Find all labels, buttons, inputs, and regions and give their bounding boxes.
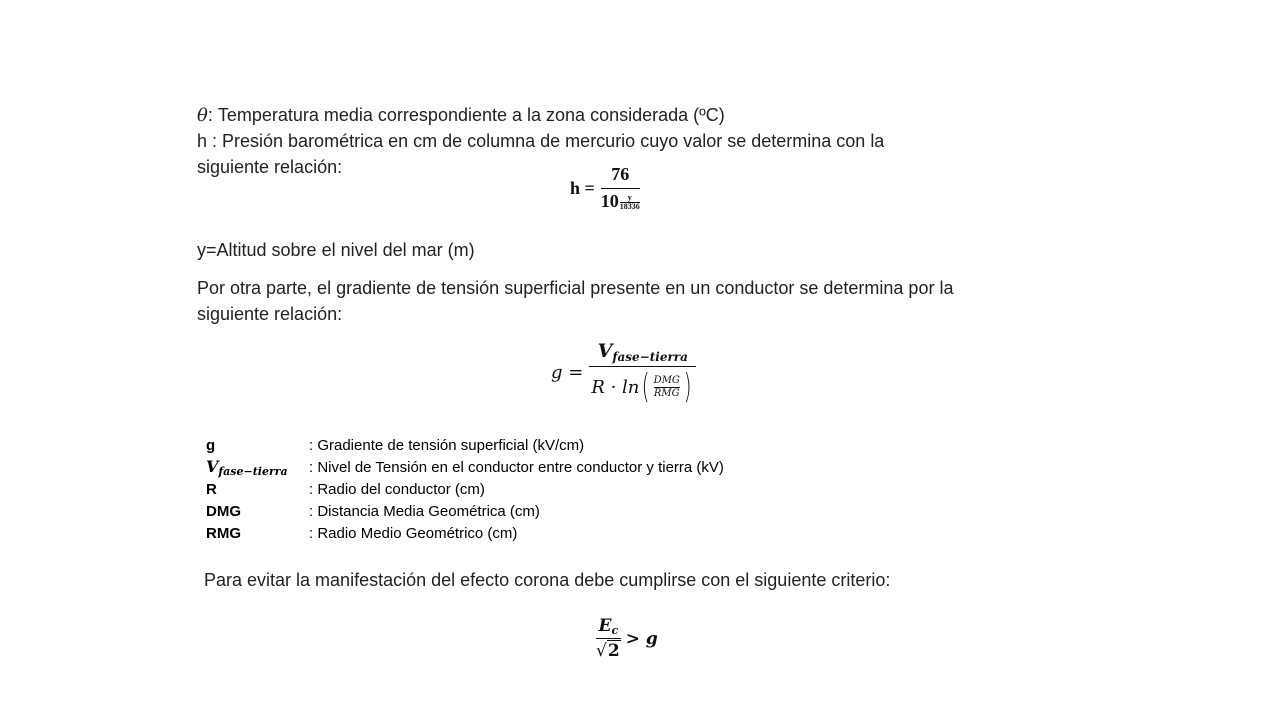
sqrt-icon: √ [596, 641, 607, 661]
criterion-formula-numerator [597, 616, 621, 638]
g-formula-paren-open: ( [642, 367, 651, 407]
gradient-intro [197, 275, 1022, 301]
criterion-intro [204, 567, 890, 593]
h-formula-numerator: 76 [611, 164, 630, 184]
criterion-formula-denominator [596, 639, 621, 661]
definition-symbol-var-sub: fase−tierra [218, 464, 288, 478]
definition-symbol: R [206, 480, 217, 498]
criterion-formula [596, 616, 658, 661]
h-formula-exp-denominator: 18336 [619, 202, 640, 211]
h-definition-line2: siguiente relación: [197, 157, 343, 177]
h-formula-exp-numerator: y [627, 193, 632, 202]
g-formula-num-var: V [597, 340, 613, 362]
criterion-intro-text: Para evitar la manifestación del efecto corona debe cumplirse con el siguiente criterio: [204, 570, 891, 590]
g-formula-inner-fraction [654, 375, 680, 400]
definition-symbol: g [206, 436, 216, 454]
g-formula-inner-num: DMG [653, 374, 680, 386]
definition-symbol [206, 456, 309, 478]
criterion-formula-sqrt [596, 640, 621, 661]
theta-definition [197, 102, 725, 129]
h-formula-exponent [620, 194, 640, 211]
h-formula [570, 164, 640, 212]
definition-row [206, 522, 724, 544]
h-formula-lhs: h = [570, 177, 595, 198]
criterion-formula-num-sub: c [611, 624, 619, 637]
theta-symbol: θ [197, 105, 208, 126]
definition-symbol: RMG [206, 524, 241, 542]
criterion-formula-num-var: E [598, 616, 612, 636]
definition-description: : Radio del conductor (cm) [309, 480, 485, 498]
h-definition-line1: h : Presión barométrica en cm de columna de mercurio cuyo valor se determina con la [197, 131, 885, 151]
definition-row [206, 478, 724, 500]
definition-description: : Nivel de Tensión en el conductor entre conductor y tierra (kV) [309, 458, 724, 476]
definition-symbol: DMG [206, 502, 241, 520]
gradient-intro-line2: siguiente relación: [197, 304, 343, 324]
g-formula-fraction [589, 340, 696, 407]
definition-row [206, 500, 724, 522]
definition-symbol-var-letter: V [206, 456, 219, 476]
g-formula-inner-den: RMG [653, 387, 680, 399]
y-definition [197, 237, 475, 263]
definitions-table [206, 434, 724, 544]
definition-description: : Gradiente de tensión superficial (kV/cm) [309, 436, 585, 454]
h-definition [197, 128, 940, 154]
definition-description: : Radio Medio Geométrico (cm) [309, 524, 518, 542]
definition-row [206, 434, 724, 456]
definition-row [206, 456, 724, 478]
g-formula-lhs: g = [551, 361, 584, 383]
g-formula-paren-close: ) [683, 367, 692, 407]
definition-description: : Distancia Media Geométrica (cm) [309, 502, 540, 520]
g-formula [551, 340, 696, 407]
h-formula-denominator [601, 189, 640, 212]
theta-definition-text: : Temperatura media correspondiente a la zona considerada (ºC) [207, 105, 725, 125]
h-formula-base: 10 [600, 191, 619, 211]
g-formula-numerator [594, 340, 692, 366]
y-definition-text: y=Altitud sobre el nivel del mar (m) [197, 240, 475, 260]
criterion-formula-radicand: 2 [607, 641, 620, 661]
h-definition-cont [197, 154, 342, 180]
g-formula-den-prefix: R · ln [591, 376, 640, 398]
criterion-formula-rhs: > g [625, 628, 658, 649]
g-formula-denominator [589, 367, 696, 407]
gradient-intro-line1: Por otra parte, el gradiente de tensión superficial presente en un conductor se determina por la [197, 278, 954, 298]
gradient-intro-cont [197, 301, 342, 327]
h-formula-fraction [601, 164, 640, 212]
g-formula-num-sub: fase−tierra [612, 350, 688, 364]
criterion-formula-fraction [596, 616, 621, 661]
definition-symbol-var [206, 457, 288, 476]
